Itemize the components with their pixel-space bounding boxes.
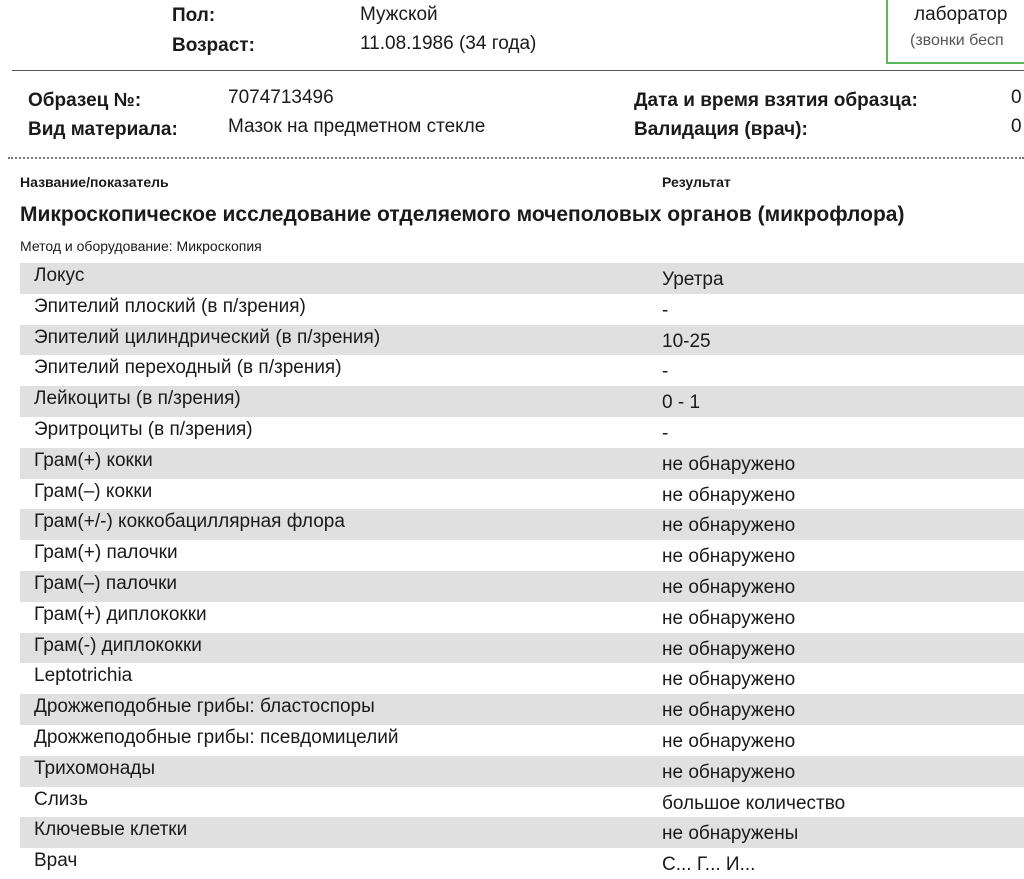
row-result: - <box>662 422 669 444</box>
table-row <box>20 540 1024 571</box>
table-row <box>20 633 1024 664</box>
row-result: не обнаружено <box>662 638 796 660</box>
row-name: Грам(–) кокки <box>34 480 153 502</box>
sample-date-value: 0 <box>1011 87 1022 108</box>
row-result: большое количество <box>662 792 846 814</box>
row-name: Дрожжеподобные грибы: бластоспоры <box>34 696 375 718</box>
row-result: не обнаружено <box>662 761 796 783</box>
section-divider <box>8 157 1024 159</box>
row-result: не обнаружено <box>662 607 796 629</box>
row-name: Эпителий переходный (в п/зрения) <box>34 357 342 379</box>
row-name: Грам(+) кокки <box>34 449 153 471</box>
table-row <box>20 571 1024 602</box>
row-result: - <box>662 361 669 383</box>
sex-label: Пол: <box>172 5 216 26</box>
test-method: Метод и оборудование: Микроскопия <box>20 238 262 254</box>
table-row <box>20 294 1024 325</box>
results-table <box>20 263 1024 879</box>
table-row <box>20 355 1024 386</box>
row-name: Грам(–) палочки <box>34 572 178 594</box>
table-row <box>20 479 1024 510</box>
sex-value: Мужской <box>360 4 438 25</box>
row-name: Слизь <box>34 788 89 810</box>
row-result: не обнаружено <box>662 453 796 475</box>
age-label: Возраст: <box>172 35 255 56</box>
test-title: Микроскопическое исследование отделяемого мочеполовых органов (микрофлора) <box>20 203 905 226</box>
sample-number-value: 7074713496 <box>228 87 334 108</box>
row-result: Уретра <box>662 269 724 290</box>
validation-value: 0 <box>1011 116 1022 137</box>
sample-date-label: Дата и время взятия образца: <box>634 90 918 111</box>
row-result: не обнаружено <box>662 484 796 506</box>
header-divider <box>12 70 1024 71</box>
row-result: не обнаружены <box>662 823 799 845</box>
table-row <box>20 756 1024 787</box>
table-row <box>20 602 1024 633</box>
row-name: Leptotrichia <box>34 665 133 687</box>
row-result: 10-25 <box>662 330 711 352</box>
row-result: - <box>662 299 669 321</box>
lab-contact-line2: (звонки бесп <box>910 32 1004 49</box>
lab-contact-line1: лаборатор <box>914 4 1008 25</box>
row-name: Ключевые клетки <box>34 819 188 841</box>
row-result: не обнаружено <box>662 515 796 537</box>
row-result: не обнаружено <box>662 700 796 722</box>
row-name: Эритроциты (в п/зрения) <box>34 418 253 440</box>
table-row <box>20 325 1024 356</box>
table-row <box>20 386 1024 417</box>
row-result: не обнаружено <box>662 669 796 691</box>
row-name: Грам(+/-) коккобациллярная флора <box>34 511 345 533</box>
row-name: Грам(+) диплококки <box>34 603 207 625</box>
table-row <box>20 417 1024 448</box>
table-row <box>20 694 1024 725</box>
table-row <box>20 509 1024 540</box>
row-name: Трихомонады <box>34 757 156 779</box>
column-header-result: Результат <box>662 174 731 190</box>
row-name: Эпителий плоский (в п/зрения) <box>34 295 306 317</box>
table-row <box>20 448 1024 479</box>
row-name: Грам(-) диплококки <box>34 634 202 656</box>
table-row <box>20 263 1024 294</box>
table-row <box>20 848 1024 879</box>
table-row <box>20 725 1024 756</box>
row-result: не обнаружено <box>662 730 796 752</box>
column-header-name: Название/показатель <box>20 174 169 190</box>
row-name: Врач <box>34 850 78 872</box>
lab-contact-box <box>886 0 1024 64</box>
table-row <box>20 817 1024 848</box>
row-name: Грам(+) палочки <box>34 542 178 564</box>
sample-number-label: Образец №: <box>28 90 142 111</box>
row-result: не обнаружено <box>662 576 796 598</box>
age-value: 11.08.1986 (34 года) <box>360 33 537 54</box>
row-result: С... Г... И... <box>662 854 756 876</box>
row-name: Лейкоциты (в п/зрения) <box>34 388 241 410</box>
row-result: 0 - 1 <box>662 392 701 414</box>
row-name: Локус <box>34 265 85 286</box>
row-result: не обнаружено <box>662 546 796 568</box>
table-row <box>20 787 1024 818</box>
row-name: Дрожжеподобные грибы: псевдомицелий <box>34 726 399 748</box>
table-row <box>20 663 1024 694</box>
material-label: Вид материала: <box>28 119 178 140</box>
material-value: Мазок на предметном стекле <box>228 116 486 137</box>
row-name: Эпителий цилиндрический (в п/зрения) <box>34 326 381 348</box>
validation-label: Валидация (врач): <box>634 119 808 140</box>
